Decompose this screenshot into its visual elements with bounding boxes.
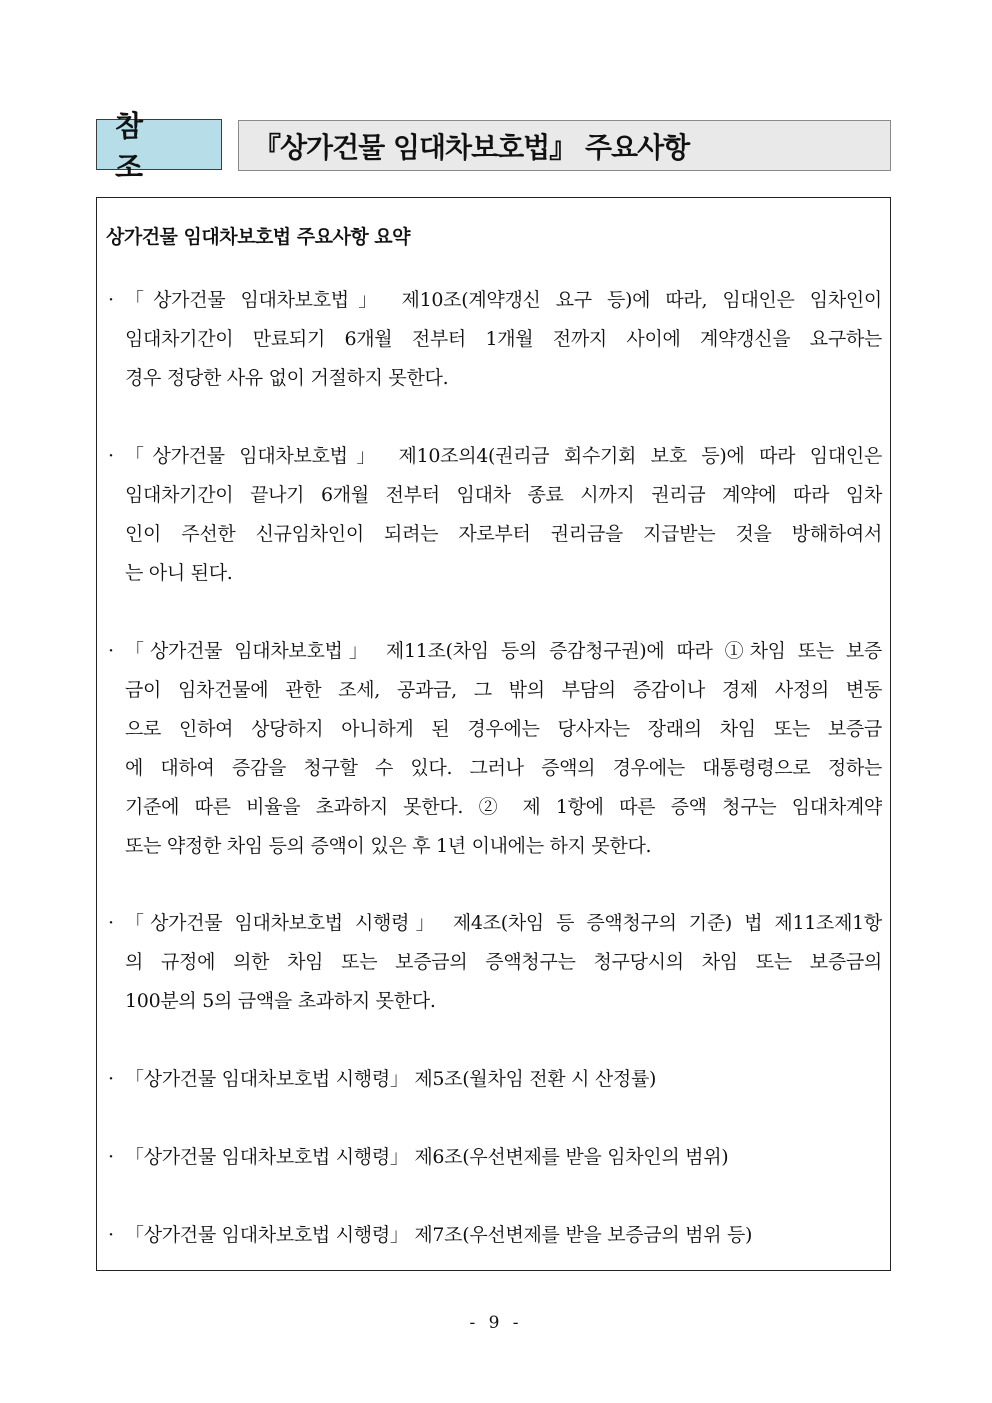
- item-line: 으로 인하여 상당하지 아니하게 된 경우에는 당사자는 장래의 차임 또는 보증금: [125, 718, 882, 740]
- item-line: 금이 임차건물에 관한 조세, 공과금, 그 밖의 부담의 증감이나 경제 사정의 변동: [125, 679, 882, 701]
- summary-item: [108, 281, 882, 398]
- bullet: ·: [108, 1146, 115, 1168]
- item-line: 「상가건물 임대차보호법」 제10조(계약갱신 요구 등)에 따라, 임대인은 임차인이: [125, 289, 882, 311]
- item-line: 기준에 따른 비율을 초과하지 못한다. ② 제 1항에 따른 증액 청구는 임대차계약: [125, 796, 882, 818]
- bullet: ·: [108, 1224, 115, 1246]
- item-line: 「상가건물 임대차보호법 시행령」 제5조(월차임 전환 시 산정률): [125, 1068, 657, 1090]
- bullet: ·: [108, 1068, 115, 1090]
- bullet: ·: [108, 640, 115, 662]
- item-line: 또는 약정한 차임 등의 증액이 있은 후 1년 이내에는 하지 못한다.: [125, 835, 652, 857]
- item-line: 경우 정당한 사유 없이 거절하지 못한다.: [125, 367, 449, 389]
- item-line: 「상가건물 임대차보호법 시행령」 제7조(우선변제를 받을 보증금의 범위 등): [125, 1224, 753, 1246]
- item-line: 100분의 5의 금액을 초과하지 못한다.: [125, 990, 436, 1012]
- summary-item: [108, 1060, 882, 1099]
- item-line: 「상가건물 임대차보호법」 제11조(차임 등의 증감청구권)에 따라 ①차임 또는 보증: [125, 640, 882, 662]
- summary-box: [96, 197, 891, 1271]
- bullet: ·: [108, 912, 115, 934]
- summary-item: [108, 437, 882, 593]
- summary-item: [108, 632, 882, 866]
- item-line: 「상가건물 임대차보호법 시행령」 제4조(차임 등 증액청구의 기준) 법 제11조제1항: [125, 912, 882, 934]
- summary-item: [108, 904, 882, 1021]
- page-number: - 9 -: [469, 1313, 523, 1333]
- item-line: 「상가건물 임대차보호법」 제10조의4(권리금 회수기회 보호 등)에 따라 임대인은: [125, 445, 882, 467]
- summary-title: 상가건물 임대차보호법 주요사항 요약: [106, 226, 411, 248]
- bullet: ·: [108, 445, 115, 467]
- item-line: 인이 주선한 신규임차인이 되려는 자로부터 권리금을 지급받는 것을 방해하여서: [125, 523, 882, 545]
- item-line: 임대차기간이 만료되기 6개월 전부터 1개월 전까지 사이에 계약갱신을 요구하는: [125, 328, 882, 350]
- summary-item: [108, 1216, 882, 1255]
- bullet: ·: [108, 289, 115, 311]
- item-line: 임대차기간이 끝나기 6개월 전부터 임대차 종료 시까지 권리금 계약에 따라 임차: [125, 484, 882, 506]
- summary-item: [108, 1138, 882, 1177]
- section-tag: 참 조: [96, 119, 222, 170]
- section-title: 『상가건물 임대차보호법』 주요사항: [238, 120, 891, 171]
- item-line: 「상가건물 임대차보호법 시행령」 제6조(우선변제를 받을 임차인의 범위): [125, 1146, 729, 1168]
- item-line: 는 아니 된다.: [125, 562, 233, 584]
- item-line: 에 대하여 증감을 청구할 수 있다. 그러나 증액의 경우에는 대통령령으로 정하는: [125, 757, 882, 779]
- item-line: 의 규정에 의한 차임 또는 보증금의 증액청구는 청구당시의 차임 또는 보증금의: [125, 951, 882, 973]
